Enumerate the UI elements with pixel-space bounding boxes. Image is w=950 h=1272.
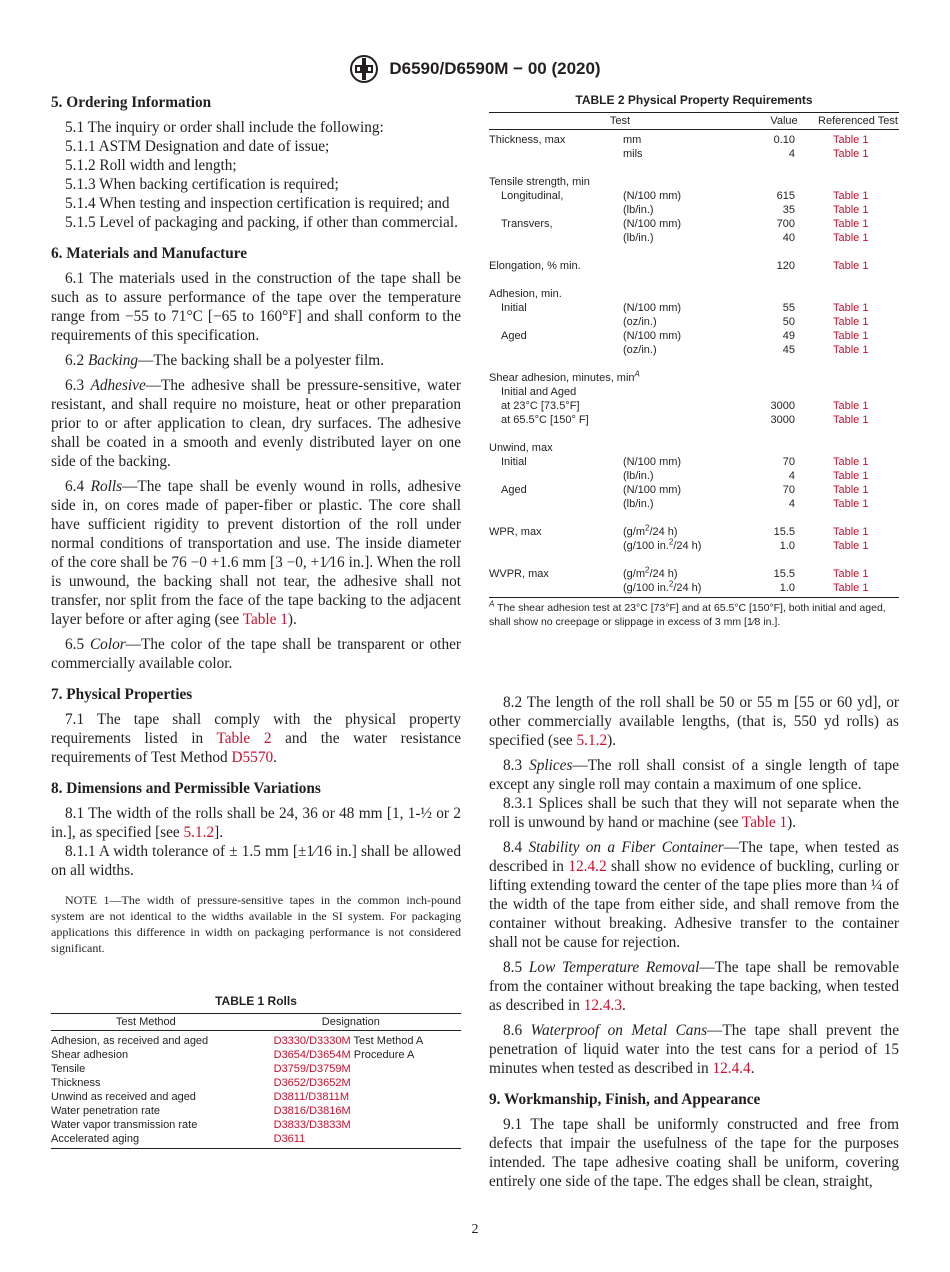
table-row: Shear adhesion, minutes, $\min^A$ [489,369,640,384]
ref-12-4-3-link[interactable]: 12.4.3 [583,997,622,1014]
para-6-2: 6.2 Backing—The backing shall be a polyester film. [65,352,385,369]
para-6-3: 6.3 Adhesive—The adhesive shall be pressure-sensitive, water resistant, and shall require no moisture, heat or other preparation prior to or after application to clean, dry surfaces. The adhesive shall be coated in a smooth and evenly distributed layer on one side of the backing. [51,377,461,470]
page-header [0,54,950,84]
para-5-1-5: 5.1.5 Level of packaging and packing, if other than commercial. [65,214,458,231]
left-column [51,93,461,1149]
table-row: (lb/in.) 40 Table 1 [489,231,899,245]
table-1-link[interactable]: Table 1 [741,814,788,831]
table-row: Accelerated aging D3611 [51,1132,461,1149]
standard-link[interactable]: D3330/D3330M [273,1035,351,1047]
table-row: (lb/in.) 4 Table 1 [489,469,899,483]
table-ref-link[interactable]: Table 1 [833,498,869,510]
table-ref-link[interactable]: Table 1 [833,190,869,202]
table-row: (g/100 in.$^2$/24 h) 1.0 Table 1 [489,539,899,553]
section-8-heading: 8. Dimensions and Permissible Variations [51,780,321,797]
table-row: Tensile strength, min [489,176,590,188]
table-ref-link[interactable]: Table 1 [833,456,869,468]
table-row: Longitudinal, (N/100 mm) 615 Table 1 [489,189,899,203]
table-ref-link[interactable]: Table 1 [833,484,869,496]
note-1: NOTE 1—The width of pressure-sensitive tapes in the common inch-pound system are not identical to the widths available in the SI system. For packaging applications this difference in width on packaging performance is not considered significant. [51,893,461,955]
page-number: 2 [471,1222,479,1237]
table-ref-link[interactable]: Table 1 [833,232,869,244]
standard-link[interactable]: D3816/D3816M [273,1105,351,1117]
ref-12-4-2-link[interactable]: 12.4.2 [568,858,607,875]
para-6-4: 6.4 Rolls—The tape shall be evenly wound in rolls, adhesive side in, on cores made of paper-fiber or plastic. The core shall have sufficient rigidity to prevent distortion of the roll under normal conditions of transportation and use. The inside diameter of the core shall be 76 −0 +1.6 mm [3 −0, +1⁄16 in.]. When the roll is unwound, the backing shall not tear, the adhesive shall not transfer, nor split from the face of the tape backing to the adjacent layer before or after aging (see Table 1). [51,478,461,628]
table-2-header-ref: Referenced Test [817,113,899,130]
astm-logo-icon [349,54,379,84]
table-ref-link[interactable]: Table 1 [833,148,869,160]
table-row: WVPR, max ($g/m^2/24$ h) 15.5 Table 1 [489,567,899,581]
table-row: (lb/in.) 4 Table 1 [489,497,899,511]
table-row: at 23°C [73.5°F] 3000 Table 1 [489,399,899,413]
para-8-5: 8.5 Low Temperature Removal—The tape shall be removable from the container without breaking the tape backing, when tested as described in 12.4.3. [489,959,899,1014]
para-5-1: 5.1 The inquiry or order shall include the following: [65,119,384,136]
table-row: Thickness, max mm 0.10 Table 1 [489,130,899,148]
table-row: Initial and Aged [501,386,577,398]
para-8-1: 8.1 The width of the rolls shall be 24, 36 or 48 mm [1, 1-½ or 2 in.], as specified [see 5.1.2]. [51,805,461,841]
right-body-text [489,693,899,1191]
table-row: Adhesion, as received and aged D3330/D3330M Test Method A [51,1035,424,1047]
d5570-link[interactable]: D5570 [231,749,274,766]
table-ref-link[interactable]: Table 1 [817,581,899,598]
table-row: Unwind, max [489,442,553,454]
table-row: Adhesion, min. [489,288,562,300]
table-ref-link[interactable]: Table 1 [833,344,869,356]
table-ref-link[interactable]: Table 1 [833,134,869,146]
table-2-footnote: $^A$ The shear adhesion test at 23°C [73°F] and at 65.5°C [150°F], both initial and aged, shall show no creepage or slippage in excess of 3 mm [1⁄8 in.]. [489,599,886,628]
para-8-2: 8.2 The length of the roll shall be 50 or 55 m [55 or 60 yd], or other commercially available lengths, (that is, 550 yd rolls) as specified (see 5.1.2). [489,694,899,749]
table-ref-link[interactable]: Table 1 [833,414,869,426]
para-8-4: 8.4 Stability on a Fiber Container—The tape, when tested as described in 12.4.2 shall show no evidence of buckling, curling or lifting extending toward the center of the tape plies more than ¼ of the width of the tape from either side, and shall remove from the container without breaking. Adhesive transfer to the container shall not be cause for rejection. [489,839,900,951]
table-ref-link[interactable]: Table 1 [833,218,869,230]
table-1 [51,1013,461,1149]
para-6-5: 6.5 Color—The color of the tape shall be transparent or other commercially available color. [51,636,462,672]
para-5-1-3: 5.1.3 When backing certification is required; [65,176,339,193]
table-ref-link[interactable]: Table 1 [833,316,869,328]
standard-link[interactable]: D3652/D3652M [273,1077,351,1089]
table-row: Elongation, % min. 120 Table 1 [489,259,899,273]
section-7-heading: 7. Physical Properties [51,686,193,703]
para-8-3-1: 8.3.1 Splices shall be such that they will not separate when the roll is unwound by hand or machine (see Table 1). [489,795,899,831]
table-ref-link[interactable]: Table 1 [833,260,869,272]
table-1-header-method: Test Method [51,1014,241,1031]
section-5-heading: 5. Ordering Information [51,94,212,111]
table-ref-link[interactable]: Table 1 [833,330,869,342]
para-8-3: 8.3 Splices—The roll shall consist of a single length of tape except any single roll may contain a maximum of one splice. [489,757,899,793]
table-row: Initial (N/100 mm) 55 Table 1 [489,301,899,315]
table-row: Tensile D3759/D3759M [51,1063,351,1075]
table-row: Transvers, (N/100 mm) 700 Table 1 [489,217,899,231]
para-5-1-4: 5.1.4 When testing and inspection certification is required; and [65,195,450,212]
table-2-title: TABLE 2 Physical Property Requirements [575,93,813,107]
table-row: mils 4 Table 1 [489,147,899,161]
table-row: (lb/in.) 35 Table 1 [489,203,899,217]
table-ref-link[interactable]: Table 1 [833,526,869,538]
standard-link[interactable]: D3811/D3811M [273,1091,350,1103]
table-ref-link[interactable]: Table 1 [833,302,869,314]
ref-5-1-2-link[interactable]: 5.1.2 [183,824,215,841]
table-row: (oz/in.) 45 Table 1 [489,343,899,357]
para-8-1-1: 8.1.1 A width tolerance of ± 1.5 mm [±1⁄16 in.] shall be allowed on all widths. [51,843,461,879]
table-row: Unwind as received and aged D3811/D3811M [51,1091,350,1103]
para-9-1: 9.1 The tape shall be uniformly constructed and free from defects that impair the usefulness of the tape for the purposes intended. The tape adhesive coating shall be uniform, covering entirely one side of the tape. The edges shall be clean, straight, [489,1116,899,1190]
table-ref-link[interactable]: Table 1 [833,204,869,216]
table-row: (oz/in.) 50 Table 1 [489,315,899,329]
table-2 [489,112,899,598]
para-5-1-1: 5.1.1 ASTM Designation and date of issue; [65,138,330,155]
para-5-1-2: 5.1.2 Roll width and length; [65,157,237,174]
ref-12-4-4-link[interactable]: 12.4.4 [712,1060,751,1077]
para-6-1: 6.1 The materials used in the construction of the tape shall be such as to assure performance of the tape over the temperature range from −55 to 71°C [−65 to 160°F] and shall conform to the requirements of this specification. [51,270,461,344]
standard-link[interactable]: D3759/D3759M [273,1063,351,1075]
ref-5-1-2-link[interactable]: 5.1.2 [576,732,608,749]
table-ref-link[interactable]: Table 1 [833,540,869,552]
table-row: (g/100 in.$^2$/24 h) 1.0 Table 1 [489,581,899,598]
table-ref-link[interactable]: Table 1 [833,470,869,482]
table-2-header-value: Value [751,113,817,130]
table-row: Aged (N/100 mm) 49 Table 1 [489,329,899,343]
section-9-heading: 9. Workmanship, Finish, and Appearance [489,1091,761,1108]
table-ref-link[interactable]: Table 1 [833,400,869,412]
para-8-6: 8.6 Waterproof on Metal Cans—The tape shall prevent the penetration of liquid water into the test cans for a period of 15 minutes when tested as described in 12.4.4. [489,1022,899,1077]
table-row: Water penetration rate D3816/D3816M [51,1105,351,1117]
table-row: Water vapor transmission rate D3833/D3833M [51,1119,351,1131]
right-column [489,93,899,1191]
table-2-header-test: Test [489,113,751,130]
table-ref-link[interactable]: Table 1 [833,568,869,580]
table-row: Aged (N/100 mm) 70 Table 1 [489,483,899,497]
table-row: Initial (N/100 mm) 70 Table 1 [489,455,899,469]
table-1-link[interactable]: Table 1 [242,611,288,628]
table-2-link[interactable]: Table 2 [216,730,272,747]
standard-link[interactable]: D3654/D3654M [273,1049,351,1061]
table-row: WPR, max ($g/m^2/24$ h) 15.5 Table 1 [489,525,899,539]
table-row: Shear adhesion D3654/D3654M Procedure A [51,1049,415,1061]
table-row: Thickness D3652/D3652M [51,1077,351,1089]
standard-link[interactable]: D3611 [273,1133,306,1145]
para-7-1: 7.1 The tape shall comply with the physical property requirements listed in Table 2 and the water resistance requirements of Test Method D5570. [51,711,461,766]
section-6-heading: 6. Materials and Manufacture [51,245,248,262]
table-row: at 65.5°C [150° F] 3000 Table 1 [489,413,899,427]
document-designation: D6590/D6590M − 00 (2020) [389,59,601,78]
table-1-header-designation: Designation [241,1014,461,1031]
standard-link[interactable]: D3833/D3833M [273,1119,351,1131]
table-1-title: TABLE 1 Rolls [215,994,297,1008]
